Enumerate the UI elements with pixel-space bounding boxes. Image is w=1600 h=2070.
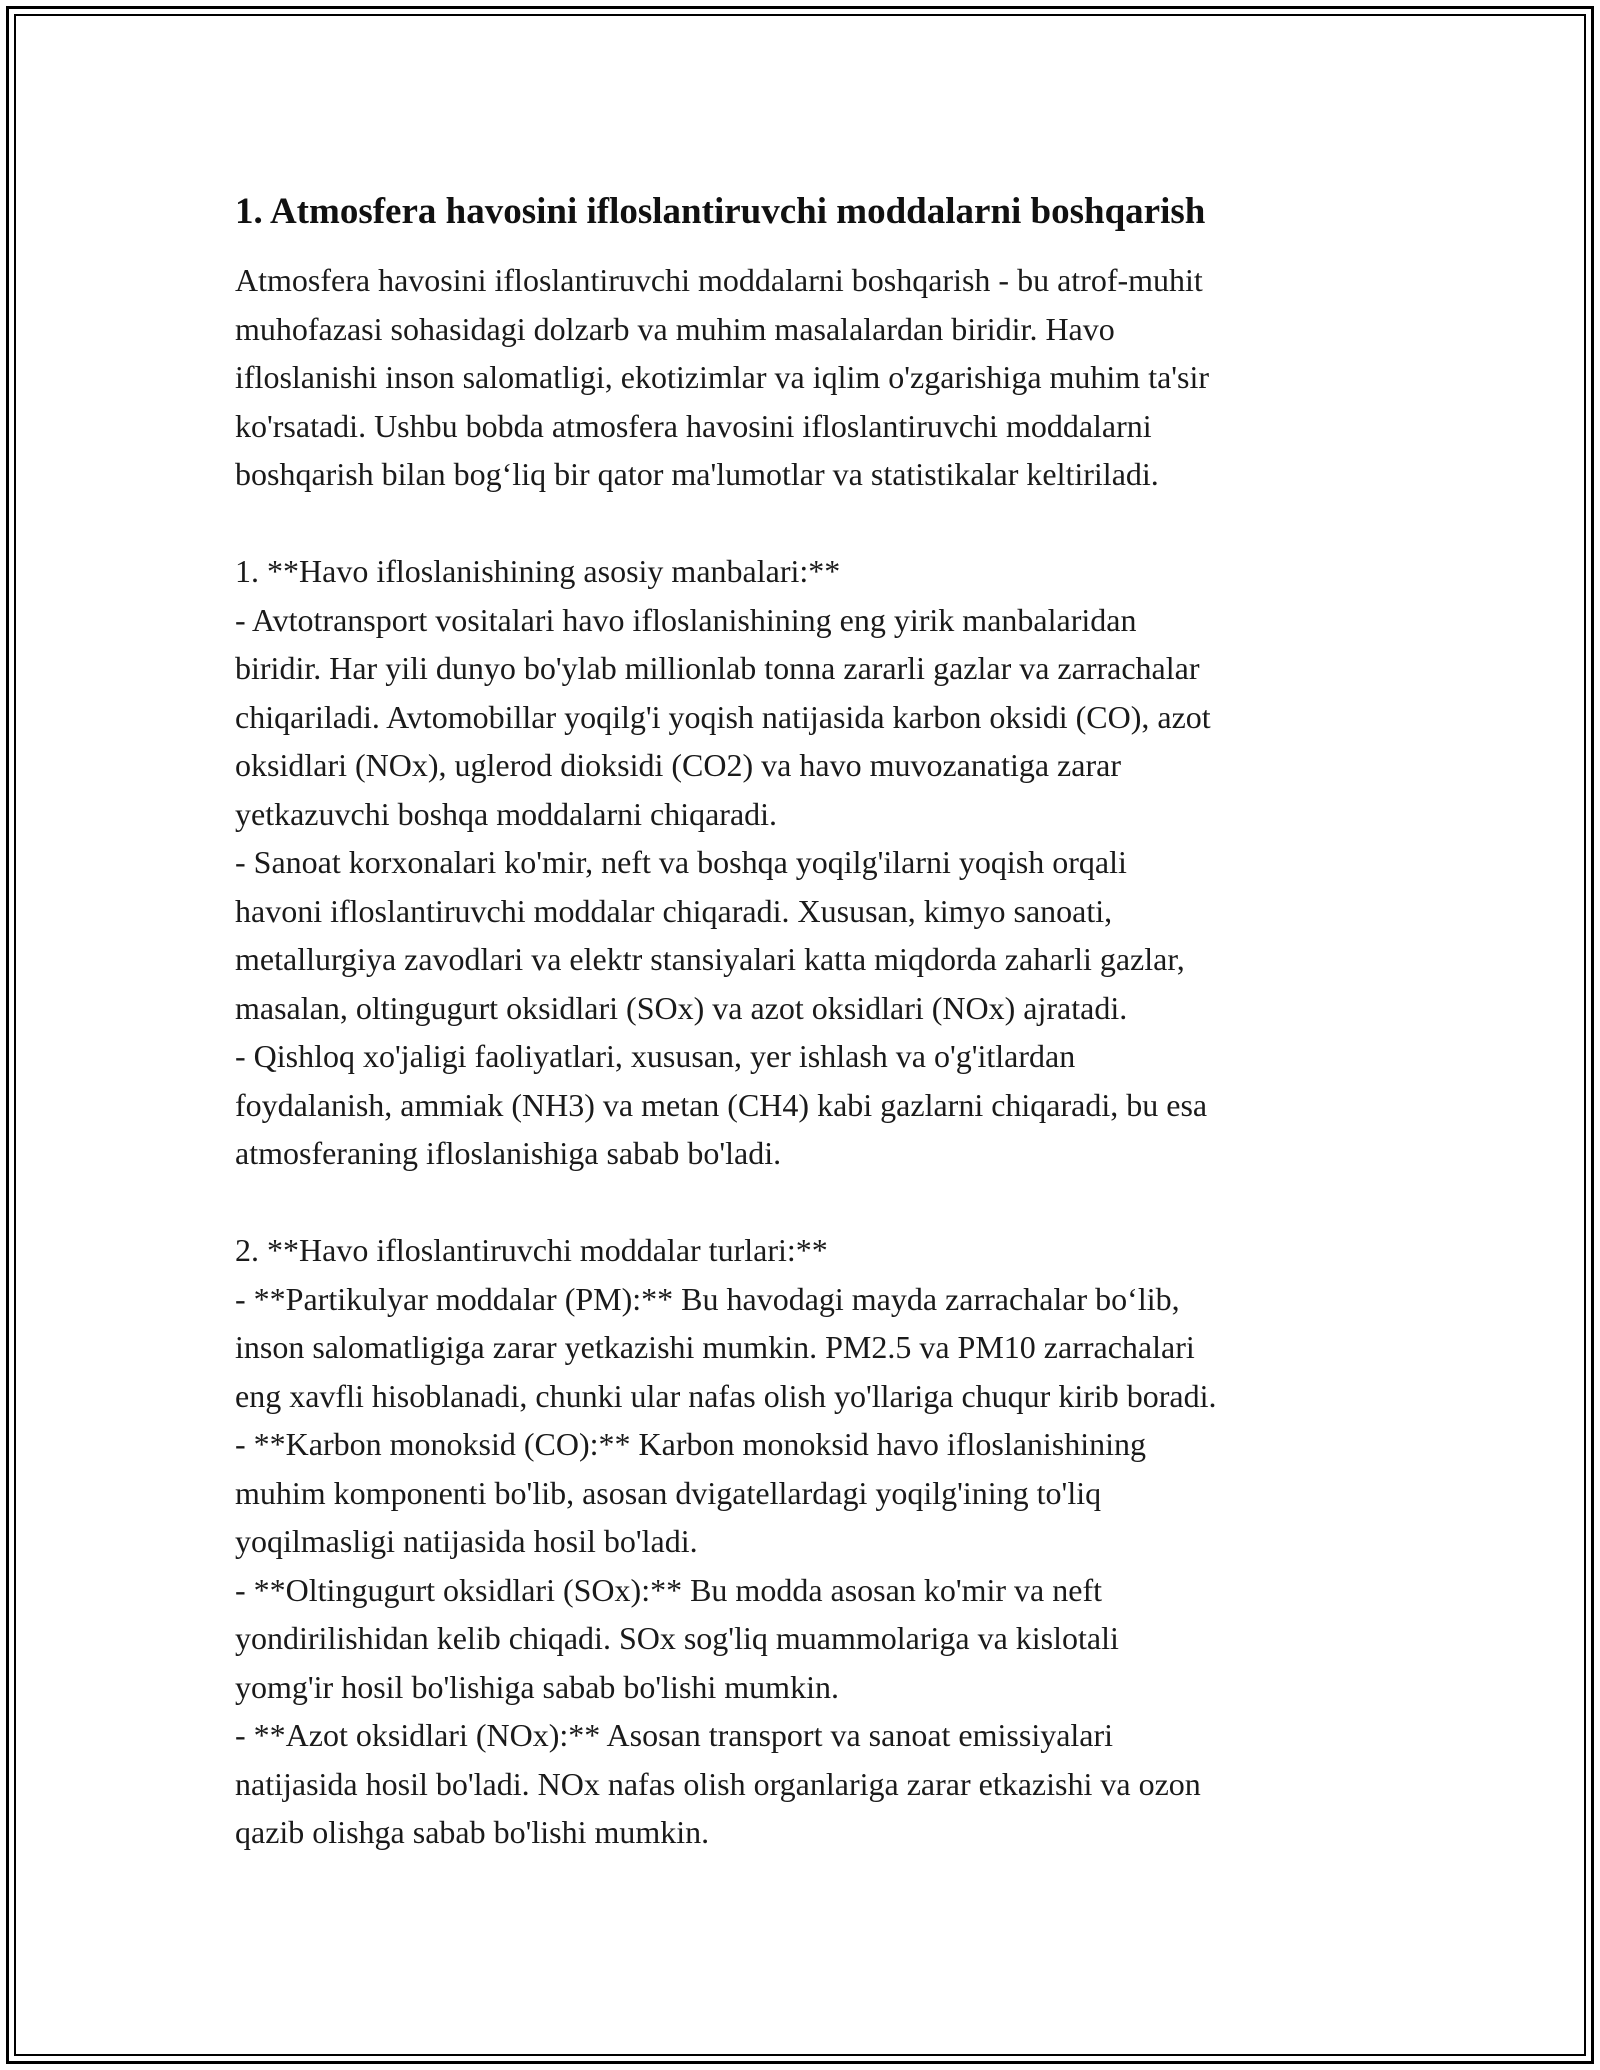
- list-item: - Sanoat korxonalari ko'mir, neft va boshqa yoqilg'ilarni yoqish orqali havoni ifloslantiruvchi moddalar chiqaradi. Xususan, kimyo sanoati, metallurgiya zavodlari va elektr stansiyalari katta miqdorda zaharli gazlar, masalan, oltingugurt oksidlari (SOx) va azot oksidlari (NOx) ajratadi.: [235, 844, 1185, 1026]
- list-item: - **Karbon monoksid (CO):** Karbon monoksid havo ifloslanishining muhim komponenti bo'lib, asosan dvigatellardagi yoqilg'ining to'liq yoqilmasligi natijasida hosil bo'ladi.: [235, 1426, 1147, 1559]
- list-item: - **Azot oksidlari (NOx):** Asosan transport va sanoat emissiyalari natijasida hosil bo'ladi. NOx nafas olish organlariga zarar etkazishi va ozon qazib olishga sabab bo'lishi mumkin.: [235, 1717, 1201, 1850]
- document-body: [235, 186, 1385, 1857]
- intro-paragraph: Atmosfera havosini ifloslantiruvchi moddalarni boshqarish - bu atrof-muhit muhofazasi sohasidagi dolzarb va muhim masalalardan biridir. Havo ifloslanishi inson salomatligi, ekotizimlar va iqlim o'zgarishiga muhim ta'sir ko'rsatadi. Ushbu bobda atmosfera havosini ifloslantiruvchi moddalarni boshqarish bilan bog‘liq bir qator ma'lumotlar va statistikalar keltiriladi.: [235, 262, 1210, 492]
- paragraph-spacer: [235, 499, 1385, 548]
- list-item: - **Oltingugurt oksidlari (SOx):** Bu modda asosan ko'mir va neft yondirilishidan kelib chiqadi. SOx sog'liq muammolariga va kislotali yomg'ir hosil bo'lishiga sabab bo'lishi mumkin.: [235, 1571, 1119, 1705]
- list-item: - Avtotransport vositalari havo ifloslanishining eng yirik manbalaridan biridir. Har yili dunyo bo'ylab millionlab tonna zararli gazlar va zarrachalar chiqariladi. Avtomobillar yoqilg'i yoqish natijasida karbon oksidi (CO), azot oksidlari (NOx), uglerod dioksidi (CO2) va havo muvozanatiga zarar yetkazuvchi boshqa moddalarni chiqaradi.: [235, 601, 1211, 832]
- pollutant-types-section: [235, 1226, 1385, 1857]
- section-heading: 1. Atmosfera havosini ifloslantiruvchi moddalarni boshqarish: [235, 191, 1206, 232]
- pollutant-types-title: 2. **Havo ifloslantiruvchi moddalar turlari:**: [235, 1232, 828, 1268]
- list-item: - **Partikulyar moddalar (PM):** Bu havodagi mayda zarrachalar bo‘lib, inson salomatligiga zarar yetkazishi mumkin. PM2.5 va PM10 zarrachalari eng xavfli hisoblanadi, chunki ular nafas olish yo'llariga chuqur kirib boradi.: [235, 1280, 1217, 1414]
- sources-section: [235, 547, 1385, 1178]
- sources-title: 1. **Havo ifloslanishining asosiy manbalari:**: [235, 553, 841, 589]
- list-item: - Qishloq xo'jaligi faoliyatlari, xususan, yer ishlash va o'g'itlardan foydalanish, ammiak (NH3) va metan (CH4) kabi gazlarni chiqaradi, bu esa atmosferaning ifloslanishiga sabab bo'ladi.: [235, 1038, 1208, 1171]
- paragraph-spacer: [235, 1178, 1385, 1227]
